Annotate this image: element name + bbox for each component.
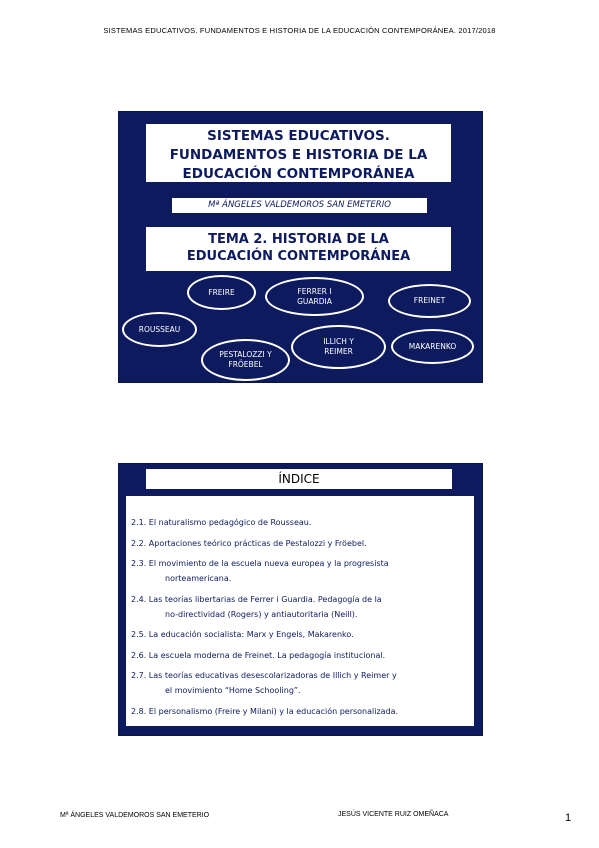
oval-rousseau: ROUSSEAU: [122, 312, 197, 347]
author-name: Mª ÁNGELES VALDEMOROS SAN EMETERIO: [172, 198, 427, 213]
course-title-line: FUNDAMENTOS E HISTORIA DE LA: [169, 147, 428, 163]
index-list-panel: [126, 496, 474, 726]
index-item: 2.2. Aportaciones teórico prácticas de Pestalozzi y Fröebel.: [131, 538, 367, 548]
oval-ferrer-guardia: FERRER I GUARDIA: [265, 277, 364, 316]
topic-title-line: TEMA 2. HISTORIA DE LA: [208, 232, 389, 247]
oval-illich-reimer: ILLICH Y REIMER: [291, 325, 386, 369]
course-title-line: EDUCACIÓN CONTEMPORÁNEA: [182, 166, 415, 182]
oval-makarenko: MAKARENKO: [391, 329, 474, 364]
footer-author: Mª ÁNGELES VALDEMOROS SAN EMETERIO: [60, 812, 210, 819]
index-item: 2.5. La educación socialista: Marx y Engels, Makarenko.: [131, 630, 354, 639]
index-list: [126, 496, 474, 719]
oval-freinet: FREINET: [388, 284, 471, 318]
course-title-line: SISTEMAS EDUCATIVOS.: [207, 128, 390, 144]
index-item: 2.4. Las teorías libertarias de Ferrer i Guardia. Pedagogía de la no-directividad (Rogers) y antiautoritaria (Neill).: [131, 594, 382, 619]
title-slide: [118, 111, 483, 383]
index-item: 2.8. El personalismo (Freire y Milani) y la educación personalizada.: [131, 706, 399, 716]
page-header: SISTEMAS EDUCATIVOS. FUNDAMENTOS E HISTORIA DE LA EDUCACIÓN CONTEMPORÁNEA. 2017/2018: [103, 26, 496, 35]
index-item: 2.6. La escuela moderna de Freinet. La pedagogía institucional.: [131, 650, 386, 660]
index-item: 2.7. Las teorías educativas desescolarizadoras de Illich y Reimer y el movimiento “Home Schooling”.: [131, 671, 397, 695]
index-slide: [118, 463, 483, 736]
course-title: [146, 124, 451, 182]
page-number: 1: [565, 812, 572, 824]
footer-coauthor: JESÚS VICENTE RUIZ OMEÑACA: [338, 811, 449, 818]
topic-title-line: EDUCACIÓN CONTEMPORÁNEA: [186, 249, 411, 264]
oval-pestalozzi-froebel: PESTALOZZI Y FRÖEBEL: [201, 339, 290, 381]
index-item: 2.1. El naturalismo pedagógico de Rousseau.: [131, 518, 312, 527]
oval-freire: FREIRE: [187, 275, 256, 310]
index-item: 2.3. El movimiento de la escuela nueva europea y la progresista norteamericana.: [131, 559, 389, 583]
topic-title: [146, 227, 451, 271]
index-title: ÍNDICE: [146, 469, 452, 489]
